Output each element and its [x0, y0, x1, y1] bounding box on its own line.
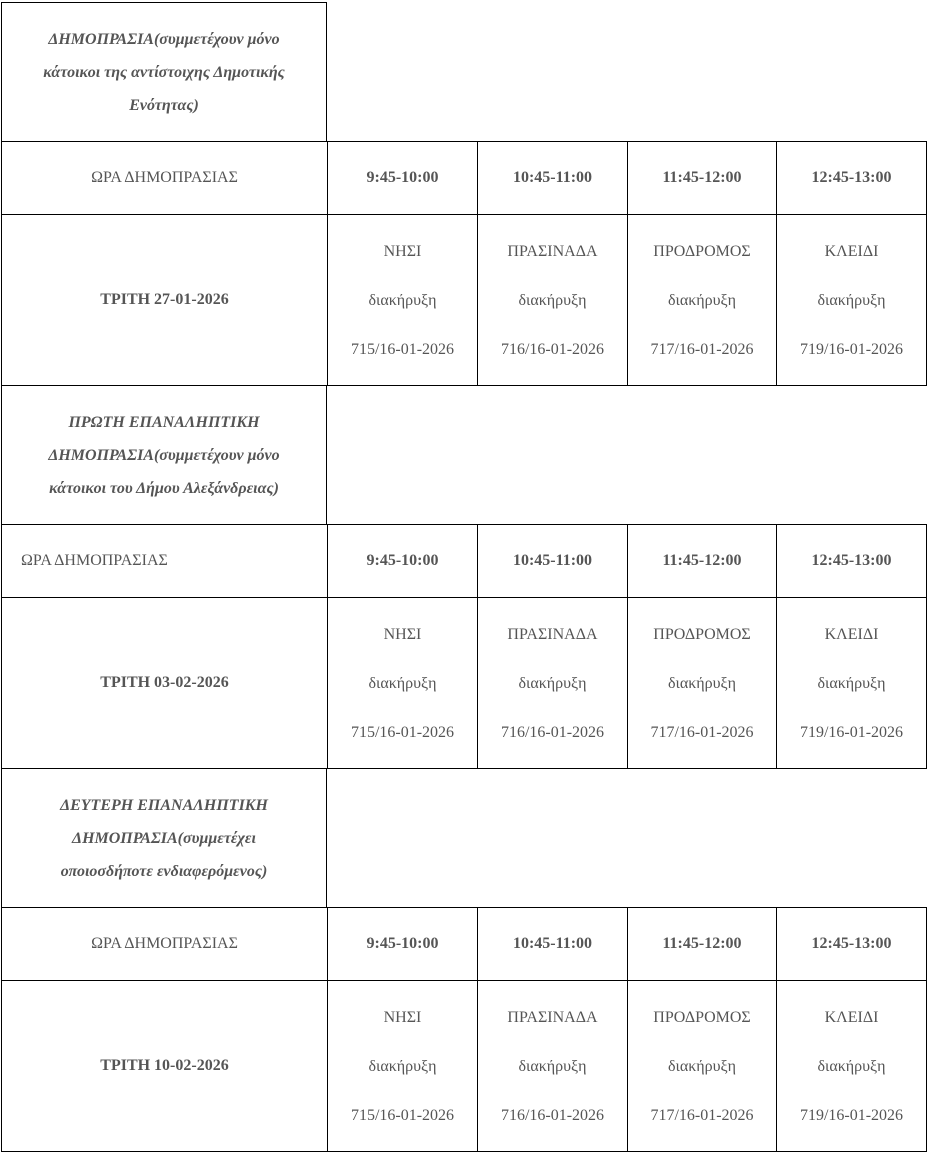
lot-place: ΚΛΕΙΔΙ — [824, 625, 879, 643]
lot-cell — [628, 215, 777, 386]
lot-cell — [478, 215, 628, 386]
time-slot: 11:45-12:00 — [628, 525, 777, 598]
lot-place: ΠΡΟΔΡΟΜΟΣ — [653, 625, 751, 643]
lot-place: ΚΛΕΙΔΙ — [824, 242, 879, 260]
lot-ref: 719/16-01-2026 — [799, 723, 904, 741]
lot-ref: 717/16-01-2026 — [650, 1106, 754, 1124]
time-slot: 9:45-10:00 — [328, 908, 478, 981]
schedule-table — [1, 524, 927, 769]
time-slot: 10:45-11:00 — [478, 908, 628, 981]
lot-place: ΚΛΕΙΔΙ — [824, 1008, 879, 1026]
lot-doc: διακήρυξη — [667, 291, 737, 309]
time-row — [2, 525, 927, 598]
lot-place: ΠΡΑΣΙΝΑΔΑ — [507, 242, 598, 260]
section-title-row — [1, 2, 927, 142]
lot-cell — [777, 215, 927, 386]
auction-date: ΤΡΙΤΗ 03-02-2026 — [2, 598, 328, 769]
lot-ref: 717/16-01-2026 — [650, 340, 754, 358]
time-slot: 10:45-11:00 — [478, 525, 628, 598]
auction-date: ΤΡΙΤΗ 10-02-2026 — [2, 981, 328, 1152]
lot-cell — [328, 981, 478, 1152]
lot-doc: διακήρυξη — [518, 291, 587, 309]
section-title: ΠΡΩΤΗ ΕΠΑΝΑΛΗΠΤΙΚΗ ΔΗΜΟΠΡΑΣΙΑ(συμμετέχουν μόνο κάτοικοι του Δήμου Αλεξάνδρειας) — [1, 385, 327, 525]
lot-doc: διακήρυξη — [817, 1057, 886, 1075]
lot-place: ΠΡΟΔΡΟΜΟΣ — [653, 242, 751, 260]
time-slot: 12:45-13:00 — [777, 908, 927, 981]
section-title-row — [1, 385, 927, 525]
time-slot: 11:45-12:00 — [628, 908, 777, 981]
lot-cell — [628, 598, 777, 769]
lot-place: ΠΡΑΣΙΝΑΔΑ — [507, 625, 598, 643]
lot-doc: διακήρυξη — [667, 674, 737, 692]
lot-doc: διακήρυξη — [817, 674, 886, 692]
day-row — [2, 215, 927, 386]
lot-place: ΝΗΣΙ — [383, 1008, 422, 1026]
section-title-row — [1, 768, 927, 908]
auction-section-2 — [1, 385, 927, 769]
lot-doc: διακήρυξη — [368, 674, 437, 692]
section-title: ΔΗΜΟΠΡΑΣΙΑ(συμμετέχουν μόνο κάτοικοι της αντίστοιχης Δημοτικής Ενότητας) — [1, 2, 327, 142]
lot-ref: 716/16-01-2026 — [500, 340, 605, 358]
time-slot: 11:45-12:00 — [628, 142, 777, 215]
lot-ref: 719/16-01-2026 — [799, 1106, 904, 1124]
lot-doc: διακήρυξη — [518, 674, 587, 692]
lot-place: ΠΡΟΔΡΟΜΟΣ — [653, 1008, 751, 1026]
section-title: ΔΕΥΤΕΡΗ ΕΠΑΝΑΛΗΠΤΙΚΗ ΔΗΜΟΠΡΑΣΙΑ(συμμετέχει οποιοσδήποτε ενδιαφερόμενος) — [1, 768, 327, 908]
lot-ref: 717/16-01-2026 — [650, 723, 754, 741]
time-row — [2, 142, 927, 215]
lot-place: ΝΗΣΙ — [383, 625, 422, 643]
lot-ref: 715/16-01-2026 — [350, 1106, 455, 1124]
time-slot: 10:45-11:00 — [478, 142, 628, 215]
lot-doc: διακήρυξη — [518, 1057, 587, 1075]
time-slot: 9:45-10:00 — [328, 525, 478, 598]
lot-cell — [328, 215, 478, 386]
lot-ref: 716/16-01-2026 — [500, 723, 605, 741]
lot-cell — [478, 598, 628, 769]
lot-ref: 715/16-01-2026 — [350, 340, 455, 358]
lot-doc: διακήρυξη — [817, 291, 886, 309]
lot-cell — [777, 598, 927, 769]
day-row — [2, 598, 927, 769]
lot-cell — [777, 981, 927, 1152]
auction-section-1 — [1, 2, 927, 386]
lot-place: ΠΡΑΣΙΝΑΔΑ — [507, 1008, 598, 1026]
lot-ref: 715/16-01-2026 — [350, 723, 455, 741]
schedule-table — [1, 907, 927, 1152]
time-label: ΩΡΑ ΔΗΜΟΠΡΑΣΙΑΣ — [2, 142, 328, 215]
lot-cell — [328, 598, 478, 769]
lot-place: ΝΗΣΙ — [383, 242, 422, 260]
lot-ref: 716/16-01-2026 — [500, 1106, 605, 1124]
auction-date: ΤΡΙΤΗ 27-01-2026 — [2, 215, 328, 386]
lot-ref: 719/16-01-2026 — [799, 340, 904, 358]
time-label: ΩΡΑ ΔΗΜΟΠΡΑΣΙΑΣ — [2, 525, 328, 598]
auction-schedule — [1, 2, 927, 1152]
lot-doc: διακήρυξη — [368, 291, 437, 309]
lot-cell — [628, 981, 777, 1152]
time-slot: 12:45-13:00 — [777, 142, 927, 215]
day-row — [2, 981, 927, 1152]
time-label: ΩΡΑ ΔΗΜΟΠΡΑΣΙΑΣ — [2, 908, 328, 981]
auction-section-3 — [1, 768, 927, 1152]
lot-doc: διακήρυξη — [368, 1057, 437, 1075]
lot-cell — [478, 981, 628, 1152]
schedule-table — [1, 141, 927, 386]
time-slot: 12:45-13:00 — [777, 525, 927, 598]
time-row — [2, 908, 927, 981]
lot-doc: διακήρυξη — [667, 1057, 737, 1075]
time-slot: 9:45-10:00 — [328, 142, 478, 215]
